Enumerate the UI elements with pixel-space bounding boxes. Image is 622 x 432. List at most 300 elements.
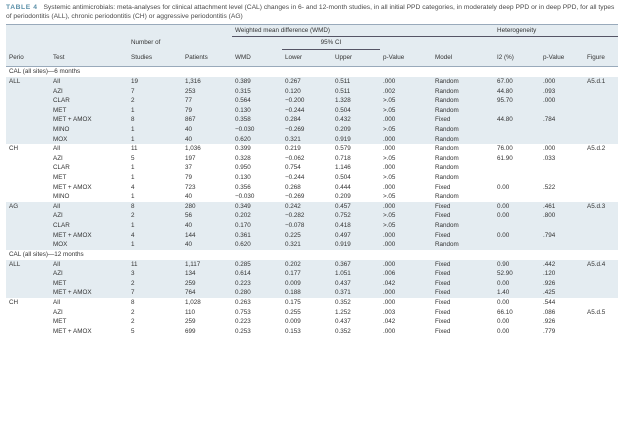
table-cell <box>584 317 618 327</box>
table-cell <box>584 279 618 289</box>
table-cell: MOX <box>50 135 128 145</box>
table-cell <box>584 135 618 145</box>
table-cell: 0.177 <box>282 269 332 279</box>
table-cell: 0.437 <box>335 318 351 326</box>
table-cell: −0.078 <box>282 221 332 231</box>
table-row <box>6 288 618 298</box>
table-cell: −0.244 <box>282 106 332 116</box>
table-cell: 0.432 <box>332 115 380 125</box>
table-caption <box>6 3 618 21</box>
table-cell: 56 <box>182 211 232 221</box>
table-cell: .779 <box>543 327 556 335</box>
table-cell: .794 <box>540 231 584 241</box>
table-cell: MET + AMOX <box>50 231 128 241</box>
table-cell: 0.321 <box>282 240 332 250</box>
table-cell: 0.170 <box>232 221 282 231</box>
table-cell: Fixed <box>432 269 494 279</box>
table-cell: Random <box>432 240 494 250</box>
table-cell: 0.00 <box>494 211 540 221</box>
table-cell <box>494 173 540 183</box>
col-model: Model <box>432 50 494 67</box>
perio-cell <box>6 240 50 250</box>
table-cell: 44.80 <box>494 87 540 97</box>
table-row <box>6 163 618 173</box>
table-cell: Fixed <box>432 202 494 212</box>
table-cell: .000 <box>380 240 432 250</box>
perio-cell <box>6 96 50 106</box>
table-cell: .000 <box>380 202 432 212</box>
col-perio: Perio <box>6 50 50 67</box>
table-row <box>6 202 618 212</box>
table-cell: 1 <box>131 173 135 181</box>
table-cell: Fixed <box>435 308 451 316</box>
table-cell: −0.282 <box>282 211 332 221</box>
table-cell: All <box>53 299 60 307</box>
table-cell: 1 <box>131 193 135 201</box>
table-row <box>6 106 618 116</box>
table-cell: 0.389 <box>232 77 282 87</box>
table-cell <box>584 173 618 183</box>
table-cell: 0.209 <box>335 193 351 201</box>
table-cell: 0.00 <box>494 231 540 241</box>
table-cell: Random <box>435 173 459 181</box>
table-cell: 37 <box>185 164 193 172</box>
table-cell: 19 <box>128 77 182 87</box>
table-cell: 40 <box>182 221 232 231</box>
table-cell: .000 <box>540 96 584 106</box>
table-cell: >.05 <box>380 221 432 231</box>
table-cell: 0.242 <box>282 202 332 212</box>
table-cell: 2 <box>131 308 135 316</box>
table-cell: MOX <box>50 240 128 250</box>
table-cell: −0.030 <box>235 193 255 201</box>
table-cell: MINO <box>53 193 70 201</box>
table-cell: Random <box>435 193 459 201</box>
table-cell: 1 <box>131 164 135 172</box>
table-cell: 1 <box>128 125 182 135</box>
table-cell: 0.219 <box>285 145 301 153</box>
table-row <box>6 327 618 337</box>
table-cell: A5.d.3 <box>584 202 618 212</box>
table-cell: 79 <box>182 106 232 116</box>
table-cell: 0.188 <box>282 288 332 298</box>
table-cell: 0.263 <box>235 299 251 307</box>
table-cell: MET + AMOX <box>53 183 92 191</box>
table-cell: 4 <box>128 231 182 241</box>
table-cell: .042 <box>380 279 432 289</box>
table-row <box>6 154 618 164</box>
table-cell: 4 <box>131 183 135 191</box>
table-cell: .000 <box>380 115 432 125</box>
table-row <box>6 135 618 145</box>
table-cell: 1 <box>128 135 182 145</box>
table-row <box>6 211 618 221</box>
table-cell <box>584 154 618 164</box>
table-cell <box>494 125 540 135</box>
table-cell: 1 <box>128 221 182 231</box>
table-cell: Random <box>432 221 494 231</box>
table-cell: CLAR <box>50 221 128 231</box>
table-cell: .800 <box>540 211 584 221</box>
table-cell <box>540 125 584 135</box>
table-cell: AZI <box>53 308 63 316</box>
section-header-row <box>6 67 618 78</box>
table-row <box>6 231 618 241</box>
table-cell: 0.00 <box>494 202 540 212</box>
table-cell: 0.752 <box>332 211 380 221</box>
table-cell: .000 <box>383 164 396 172</box>
table-cell: 0.009 <box>285 318 301 326</box>
table-cell: MET <box>53 173 67 181</box>
table-row <box>6 183 618 193</box>
table-cell: 0.321 <box>282 135 332 145</box>
table-cell: .000 <box>380 135 432 145</box>
table-cell <box>584 240 618 250</box>
table-cell: 0.950 <box>235 164 251 172</box>
perio-cell <box>6 115 50 125</box>
col-wmd: WMD <box>232 50 282 67</box>
table-cell: MET <box>50 106 128 116</box>
table-cell <box>584 288 618 298</box>
table-cell: Fixed <box>432 211 494 221</box>
col-studies: Studies <box>128 50 182 67</box>
table-cell <box>584 221 618 231</box>
table-cell: .003 <box>383 308 396 316</box>
table-cell: 44.80 <box>494 115 540 125</box>
table-cell <box>584 106 618 116</box>
table-cell: 1.146 <box>335 164 351 172</box>
table-cell: 0.284 <box>282 115 332 125</box>
table-cell: 61.90 <box>497 154 513 162</box>
table-cell: 77 <box>182 96 232 106</box>
table-cell: >.05 <box>383 173 396 181</box>
table-cell: 5 <box>131 154 135 162</box>
table-row <box>6 96 618 106</box>
table-cell: 2 <box>128 96 182 106</box>
perio-cell <box>6 154 50 164</box>
table-cell: 0.367 <box>332 260 380 270</box>
table-cell: AZI <box>50 269 128 279</box>
table-cell: 259 <box>182 279 232 289</box>
perio-cell <box>6 269 50 279</box>
table-cell: 867 <box>182 115 232 125</box>
section-title: CAL (all sites)—6 months <box>9 68 81 76</box>
table-cell: 0.919 <box>332 240 380 250</box>
table-cell: 0.356 <box>235 183 251 191</box>
table-cell: 40 <box>182 135 232 145</box>
table-cell: .000 <box>540 77 584 87</box>
perio-cell <box>6 279 50 289</box>
table-body <box>6 67 618 337</box>
table-cell: .442 <box>540 260 584 270</box>
table-cell: .000 <box>380 231 432 241</box>
table-cell: Fixed <box>435 318 451 326</box>
table-cell: CLAR <box>50 96 128 106</box>
heterogeneity-group-header: Heterogeneity <box>494 25 618 37</box>
ci-group-header: 95% CI <box>282 37 380 50</box>
perio-cell <box>6 211 50 221</box>
wmd-group-header: Weighted mean difference (WMD) <box>232 25 494 37</box>
table-row <box>6 260 618 270</box>
table-cell: 134 <box>182 269 232 279</box>
col-test: Test <box>50 50 128 67</box>
table-cell <box>540 135 584 145</box>
table-cell <box>494 163 540 173</box>
table-cell: 723 <box>185 183 196 191</box>
table-cell: 0.620 <box>232 135 282 145</box>
table-cell <box>584 183 618 193</box>
table-cell: 1.252 <box>335 308 351 316</box>
table-cell <box>540 240 584 250</box>
table-cell: 76.00 <box>497 145 513 153</box>
table-cell <box>584 125 618 135</box>
table-cell: −0.200 <box>282 96 332 106</box>
table-row <box>6 308 618 318</box>
table-cell: CLAR <box>53 164 70 172</box>
table-cell: 40 <box>182 240 232 250</box>
table-cell: 40 <box>185 193 193 201</box>
table-cell <box>494 192 540 202</box>
table-cell: 0.753 <box>235 308 251 316</box>
table-cell: .086 <box>543 308 556 316</box>
table-cell <box>540 163 584 173</box>
table-cell: AZI <box>50 87 128 97</box>
table-cell: 0.202 <box>282 260 332 270</box>
table-cell: >.05 <box>380 125 432 135</box>
perio-cell <box>6 125 50 135</box>
table-cell <box>584 298 618 308</box>
table-cell: All <box>50 260 128 270</box>
table-cell: Fixed <box>432 288 494 298</box>
table-cell: −0.062 <box>285 154 305 162</box>
table-cell: Fixed <box>435 327 451 335</box>
table-cell: 0.579 <box>335 145 351 153</box>
table-cell: Fixed <box>435 299 451 307</box>
table-cell: .000 <box>380 288 432 298</box>
table-cell: 1,316 <box>182 77 232 87</box>
table-cell: .522 <box>543 183 556 191</box>
table-cell: >.05 <box>383 154 396 162</box>
table-cell: MET + AMOX <box>50 115 128 125</box>
table-cell: 1,117 <box>182 260 232 270</box>
perio-cell <box>6 221 50 231</box>
table-cell: >.05 <box>383 193 396 201</box>
table-cell: 197 <box>185 154 196 162</box>
table-cell: MET + AMOX <box>53 327 92 335</box>
table-cell: .784 <box>540 115 584 125</box>
table-cell: 11 <box>131 145 138 153</box>
table-cell: .006 <box>380 269 432 279</box>
table-cell: 0.614 <box>232 269 282 279</box>
table-cell: 0.267 <box>282 77 332 87</box>
perio-cell: ALL <box>6 260 50 270</box>
table-cell: Random <box>435 164 459 172</box>
table-caption-text: Systemic antimicrobials: meta-analyses for clinical attachment level (CAL) changes in 6- and 12-month studies, in all initial PPD categories, in moderately deep PPD or in deep PPD, for all types of periodontitis (ALL), chronic periodontitis (CH) or aggressive periodontitis (AG) <box>6 4 615 21</box>
table-cell: >.05 <box>380 211 432 221</box>
table-cell: .002 <box>380 87 432 97</box>
table-cell: 1.40 <box>494 288 540 298</box>
table-cell: .000 <box>543 145 556 153</box>
table-cell: 0.285 <box>232 260 282 270</box>
table-cell <box>584 211 618 221</box>
table-cell: .461 <box>540 202 584 212</box>
perio-cell <box>6 317 50 327</box>
section-title: CAL (all sites)—12 months <box>9 250 84 258</box>
table-cell <box>584 192 618 202</box>
table-cell: A5.d.2 <box>587 145 606 153</box>
table-cell: 7 <box>128 87 182 97</box>
table-cell: 0.00 <box>497 299 510 307</box>
table-cell: A5.d.5 <box>587 308 606 316</box>
table-cell: >.05 <box>380 106 432 116</box>
table-cell: >.05 <box>380 96 432 106</box>
table-cell: 259 <box>185 318 196 326</box>
column-header-row <box>6 50 618 67</box>
table-cell: 79 <box>185 173 193 181</box>
table-cell: Fixed <box>432 279 494 289</box>
table-cell: Fixed <box>432 115 494 125</box>
perio-cell: AG <box>6 202 50 212</box>
table-cell: 1.328 <box>332 96 380 106</box>
table-cell: .033 <box>543 154 556 162</box>
table-cell: All <box>53 145 60 153</box>
col-upper: Upper <box>332 50 380 67</box>
table-cell: .042 <box>383 318 396 326</box>
table-cell: 40 <box>182 125 232 135</box>
table-cell: −0.269 <box>282 125 332 135</box>
table-cell: 0.444 <box>335 183 351 191</box>
table-row <box>6 77 618 87</box>
section-header-row <box>6 250 618 260</box>
table-cell: Random <box>432 77 494 87</box>
table-cell <box>540 192 584 202</box>
table-cell: 11 <box>128 260 182 270</box>
table-cell: 1 <box>128 106 182 116</box>
table-cell: .000 <box>380 77 432 87</box>
table-cell: 0.361 <box>232 231 282 241</box>
table-cell: 0.352 <box>335 299 351 307</box>
perio-cell <box>6 308 50 318</box>
col-patients: Patients <box>182 50 232 67</box>
table-row <box>6 317 618 327</box>
table-cell <box>584 87 618 97</box>
table-cell: 8 <box>128 202 182 212</box>
table-cell: .926 <box>540 279 584 289</box>
table-cell <box>584 96 618 106</box>
table-cell: 0.130 <box>232 106 282 116</box>
table-cell <box>494 240 540 250</box>
table-cell <box>540 106 584 116</box>
table-cell: A5.d.1 <box>584 77 618 87</box>
table-cell: .425 <box>540 288 584 298</box>
table-cell: −0.244 <box>285 173 305 181</box>
col-p-value: p-Value <box>380 50 432 67</box>
table-cell: 144 <box>182 231 232 241</box>
table-cell: 0.223 <box>235 318 251 326</box>
table-cell: 0.255 <box>285 308 301 316</box>
table-cell: 0.511 <box>332 87 380 97</box>
perio-cell <box>6 192 50 202</box>
table-cell <box>584 269 618 279</box>
table-cell: All <box>50 77 128 87</box>
perio-cell: CH <box>9 145 19 153</box>
table-cell: MET <box>53 318 67 326</box>
table-cell: 95.70 <box>494 96 540 106</box>
table-cell: 0.225 <box>282 231 332 241</box>
col-lower: Lower <box>282 50 332 67</box>
perio-cell <box>6 163 50 173</box>
table-cell: 0.315 <box>232 87 282 97</box>
table-cell: 0.328 <box>235 154 251 162</box>
table-cell: .000 <box>380 260 432 270</box>
table-cell: 5 <box>131 327 135 335</box>
table-cell: .093 <box>540 87 584 97</box>
table-cell: .000 <box>383 145 396 153</box>
perio-cell <box>6 231 50 241</box>
table-cell: 0.504 <box>332 106 380 116</box>
table-cell: 0.437 <box>332 279 380 289</box>
table-cell: 2 <box>128 211 182 221</box>
table-cell: 110 <box>185 308 196 316</box>
table-cell: All <box>50 202 128 212</box>
table-cell: AZI <box>50 211 128 221</box>
table-cell: Random <box>435 154 459 162</box>
table-cell: 2 <box>128 279 182 289</box>
table-row <box>6 298 618 308</box>
table-cell: MET <box>50 279 128 289</box>
table-cell: 0.349 <box>232 202 282 212</box>
number-of-header: Number of <box>128 37 182 50</box>
table-cell: −0.269 <box>285 193 305 201</box>
table-cell: 0.754 <box>285 164 301 172</box>
table-cell <box>494 221 540 231</box>
table-cell: 0.253 <box>235 327 251 335</box>
table-cell: 0.718 <box>335 154 351 162</box>
table-cell: 8 <box>131 299 135 307</box>
table-row <box>6 240 618 250</box>
table-cell: 0.00 <box>497 327 510 335</box>
table-cell: .000 <box>383 299 396 307</box>
table-cell: 0.511 <box>332 77 380 87</box>
table-cell: .000 <box>383 327 396 335</box>
perio-cell <box>6 288 50 298</box>
perio-cell <box>6 173 50 183</box>
table-cell: A5.d.4 <box>584 260 618 270</box>
table-cell: .926 <box>543 318 556 326</box>
table-row <box>6 144 618 154</box>
table-cell: 7 <box>128 288 182 298</box>
table-cell: 8 <box>128 115 182 125</box>
table-cell <box>584 231 618 241</box>
table-cell: 0.00 <box>497 183 510 191</box>
table-cell: 3 <box>128 269 182 279</box>
table-cell: Random <box>432 96 494 106</box>
table-cell: 280 <box>182 202 232 212</box>
table-cell: 1.051 <box>332 269 380 279</box>
table-cell: 699 <box>185 327 196 335</box>
table-cell: Fixed <box>432 231 494 241</box>
table-cell: 0.130 <box>235 173 251 181</box>
table-cell: 0.457 <box>332 202 380 212</box>
table-cell: 0.358 <box>232 115 282 125</box>
table-row <box>6 192 618 202</box>
table-cell: 0.00 <box>497 318 510 326</box>
table-cell: Random <box>432 87 494 97</box>
table-row <box>6 173 618 183</box>
table-cell: AZI <box>53 154 63 162</box>
table-cell: MINO <box>50 125 128 135</box>
table-cell: Random <box>432 135 494 145</box>
